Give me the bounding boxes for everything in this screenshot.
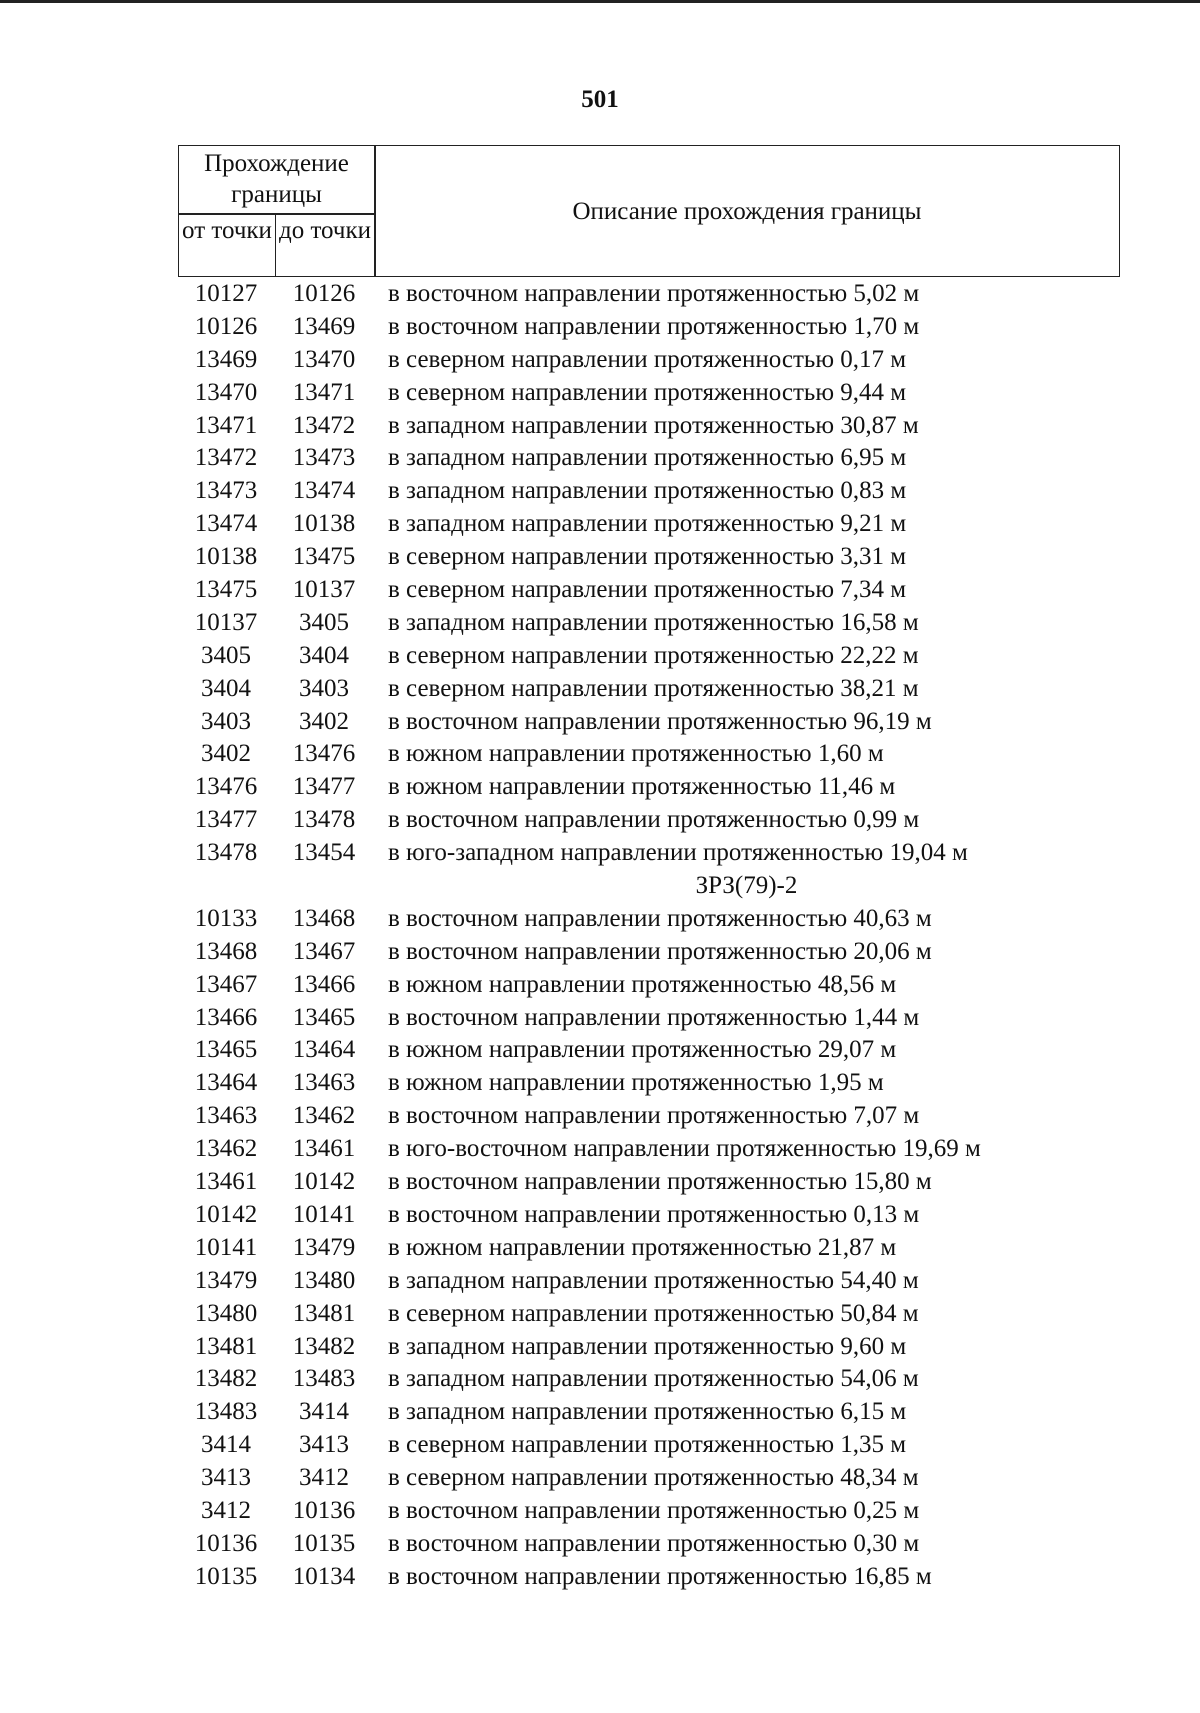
from-point-cell: 3405	[201, 641, 251, 669]
to-point-cell: 10141	[292, 1200, 356, 1228]
header-boundary-passage: Прохождение границы	[204, 150, 349, 208]
table-row	[178, 1133, 1120, 1166]
from-point-cell: 13479	[194, 1266, 258, 1294]
table-row	[178, 1298, 1120, 1331]
from-point-cell: 3402	[201, 740, 251, 768]
from-point-cell: 3404	[201, 674, 251, 702]
from-point-cell: 13483	[194, 1398, 258, 1426]
description-cell: в южном направлении протяженностью 21,87 м	[388, 1233, 897, 1261]
from-point-cell: 13469	[194, 345, 258, 373]
from-point-cell: 10138	[194, 543, 258, 571]
to-point-cell: 3405	[299, 608, 349, 636]
description-cell: в юго-восточном направлении протяженностью 19,69 м	[388, 1135, 981, 1163]
description-cell: в западном направлении протяженностью 0,83 м	[388, 477, 907, 505]
description-cell: в восточном направлении протяженностью 5,02 м	[388, 280, 920, 307]
table-row	[178, 1166, 1120, 1199]
description-cell: в южном направлении протяженностью 48,56 м	[388, 970, 897, 998]
to-point-cell: 3414	[299, 1398, 349, 1426]
from-point-cell: 10142	[194, 1200, 258, 1228]
to-point-cell: 3403	[299, 674, 349, 702]
table-row	[178, 508, 1120, 541]
from-point-cell: 13467	[194, 970, 258, 998]
page-top-edge	[0, 0, 1200, 3]
table-row	[178, 936, 1120, 969]
from-point-cell: 13475	[194, 576, 258, 604]
table-row	[178, 410, 1120, 443]
table-row	[178, 903, 1120, 936]
table-row	[178, 1396, 1120, 1429]
description-cell: в западном направлении протяженностью 9,60 м	[388, 1332, 907, 1360]
to-point-cell: 13479	[292, 1233, 356, 1261]
description-cell: в восточном направлении протяженностью 96,19 м	[388, 707, 932, 735]
table-row	[178, 607, 1120, 640]
from-point-cell: 13462	[194, 1135, 258, 1163]
table-row	[178, 1528, 1120, 1561]
from-point-cell: 13476	[194, 773, 258, 801]
description-cell: в западном направлении протяженностью 16,58 м	[388, 608, 919, 636]
to-point-cell: 3404	[299, 641, 349, 669]
from-point-cell: 13478	[194, 839, 258, 867]
description-cell: в восточном направлении протяженностью 16,85 м	[388, 1562, 932, 1590]
table-row	[178, 1265, 1120, 1298]
table-row	[178, 442, 1120, 475]
table-row	[178, 278, 1120, 311]
description-cell: в восточном направлении протяженностью 15,80 м	[388, 1168, 932, 1196]
to-point-cell: 13462	[292, 1102, 356, 1130]
from-point-cell: 10127	[194, 280, 258, 307]
table-row	[178, 344, 1120, 377]
page-number: 501	[581, 86, 619, 113]
table-row	[178, 673, 1120, 706]
description-cell: в восточном направлении протяженностью 1,70 м	[388, 312, 920, 340]
description-cell: в западном направлении протяженностью 54,40 м	[388, 1266, 919, 1294]
from-point-cell: 13477	[194, 806, 258, 834]
description-cell: в северном направлении протяженностью 0,17 м	[388, 345, 907, 373]
table-row	[178, 969, 1120, 1002]
from-point-cell: 13468	[194, 937, 258, 965]
table-row	[178, 377, 1120, 410]
table-row	[178, 640, 1120, 673]
description-cell: в западном направлении протяженностью 9,21 м	[388, 510, 907, 538]
table-row	[178, 1363, 1120, 1396]
from-point-cell: 13480	[194, 1299, 258, 1327]
description-cell: в восточном направлении протяженностью 0,99 м	[388, 806, 920, 834]
description-cell: в западном направлении протяженностью 6,95 м	[388, 444, 907, 472]
description-cell: в восточном направлении протяженностью 7,07 м	[388, 1102, 920, 1130]
table-row	[178, 574, 1120, 607]
to-point-cell: 10142	[292, 1168, 356, 1196]
to-point-cell: 13468	[292, 904, 356, 932]
to-point-cell: 3412	[299, 1464, 349, 1492]
table-row	[178, 1034, 1120, 1067]
to-point-cell: 10137	[292, 576, 356, 604]
description-cell: в северном направлении протяженностью 50,84 м	[388, 1299, 919, 1327]
to-point-cell: 3413	[299, 1431, 349, 1459]
from-point-cell: 10135	[194, 1562, 258, 1590]
description-cell: в западном направлении протяженностью 6,15 м	[388, 1398, 907, 1426]
to-point-cell: 3402	[299, 707, 349, 735]
from-point-cell: 13461	[194, 1168, 258, 1196]
description-cell: в юго-западном направлении протяженностью 19,04 м	[388, 839, 968, 867]
to-point-cell: 13480	[292, 1266, 356, 1294]
to-point-cell: 13465	[292, 1003, 356, 1031]
table-row	[178, 837, 1120, 870]
table-row	[178, 1331, 1120, 1364]
table-row	[178, 706, 1120, 739]
from-point-cell: 10126	[194, 312, 258, 340]
to-point-cell: 13481	[292, 1299, 356, 1327]
table-row	[178, 771, 1120, 804]
to-point-cell: 13483	[292, 1365, 356, 1393]
from-point-cell: 13472	[194, 444, 258, 472]
description-cell: в восточном направлении протяженностью 20,06 м	[388, 937, 932, 965]
from-point-cell: 13466	[194, 1003, 258, 1031]
table-row	[178, 541, 1120, 574]
description-cell: в западном направлении протяженностью 30,87 м	[388, 411, 919, 439]
from-point-cell: 10137	[194, 608, 258, 636]
to-point-cell: 13469	[292, 312, 356, 340]
from-point-cell: 13481	[194, 1332, 258, 1360]
to-point-cell: 13454	[292, 839, 356, 867]
to-point-cell: 13467	[292, 937, 356, 965]
to-point-cell: 13478	[292, 806, 356, 834]
table-header	[178, 145, 1120, 277]
to-point-cell: 10136	[292, 1496, 356, 1524]
description-cell: в северном направлении протяженностью 3,31 м	[388, 543, 907, 571]
description-cell: в восточном направлении протяженностью 1,44 м	[388, 1003, 920, 1031]
from-point-cell: 10133	[194, 904, 258, 932]
description-cell: в восточном направлении протяженностью 40,63 м	[388, 904, 932, 932]
description-cell: в северном направлении протяженностью 22,22 м	[388, 641, 919, 669]
table-row	[178, 1002, 1120, 1035]
to-point-cell: 10126	[292, 280, 356, 307]
table-row	[178, 1199, 1120, 1232]
from-point-cell: 3414	[201, 1431, 251, 1459]
to-point-cell: 10135	[292, 1529, 356, 1557]
to-point-cell: 10138	[292, 510, 356, 538]
description-cell: в южном направлении протяженностью 1,95 м	[388, 1069, 884, 1097]
description-cell: в северном направлении протяженностью 7,34 м	[388, 576, 907, 604]
from-point-cell: 3412	[201, 1496, 251, 1524]
header-from-point: от точки	[182, 217, 272, 244]
to-point-cell: 13471	[292, 378, 356, 406]
from-point-cell: 13470	[194, 378, 258, 406]
from-point-cell: 13482	[194, 1365, 258, 1393]
to-point-cell: 13475	[292, 543, 356, 571]
description-cell: в южном направлении протяженностью 1,60 м	[388, 740, 884, 768]
table-row	[178, 1429, 1120, 1462]
from-point-cell: 3413	[201, 1464, 251, 1492]
to-point-cell: 13477	[292, 773, 356, 801]
table-row	[178, 475, 1120, 508]
description-cell: в северном направлении протяженностью 9,44 м	[388, 378, 907, 406]
to-point-cell: 13461	[292, 1135, 356, 1163]
table-row	[178, 804, 1120, 837]
table-row	[178, 738, 1120, 771]
section-title: ЗРЗ(79)-2	[695, 872, 798, 900]
description-cell: в восточном направлении протяженностью 0,25 м	[388, 1496, 920, 1524]
to-point-cell: 13476	[292, 740, 356, 768]
description-cell: в северном направлении протяженностью 48,34 м	[388, 1464, 919, 1492]
from-point-cell: 13464	[194, 1069, 258, 1097]
table-row	[178, 1067, 1120, 1100]
description-cell: в западном направлении протяженностью 54,06 м	[388, 1365, 919, 1393]
from-point-cell: 3403	[201, 707, 251, 735]
from-point-cell: 13463	[194, 1102, 258, 1130]
description-cell: в восточном направлении протяженностью 0,13 м	[388, 1200, 920, 1228]
to-point-cell: 13464	[292, 1036, 356, 1064]
from-point-cell: 10136	[194, 1529, 258, 1557]
description-cell: в южном направлении протяженностью 29,07 м	[388, 1036, 897, 1064]
to-point-cell: 13466	[292, 970, 356, 998]
table-row	[178, 1462, 1120, 1495]
table-row	[178, 311, 1120, 344]
header-to-point: до точки	[278, 217, 372, 244]
to-point-cell: 13472	[292, 411, 356, 439]
description-cell: в северном направлении протяженностью 1,35 м	[388, 1431, 907, 1459]
from-point-cell: 10141	[194, 1233, 258, 1261]
to-point-cell: 10134	[292, 1562, 356, 1590]
to-point-cell: 13463	[292, 1069, 356, 1097]
to-point-cell: 13473	[292, 444, 356, 472]
boundary-table-body	[178, 278, 1120, 1594]
to-point-cell: 13474	[292, 477, 356, 505]
table-row	[178, 1495, 1120, 1528]
to-point-cell: 13482	[292, 1332, 356, 1360]
description-cell: в южном направлении протяженностью 11,46 м	[388, 773, 896, 801]
from-point-cell: 13465	[194, 1036, 258, 1064]
from-point-cell: 13471	[194, 411, 258, 439]
table-row	[178, 1561, 1120, 1594]
table-row	[178, 1232, 1120, 1265]
description-cell: в восточном направлении протяженностью 0,30 м	[388, 1529, 920, 1557]
description-cell: в северном направлении протяженностью 38,21 м	[388, 674, 919, 702]
header-description: Описание прохождения границы	[572, 198, 922, 225]
from-point-cell: 13474	[194, 510, 258, 538]
table-row	[178, 1100, 1120, 1133]
to-point-cell: 13470	[292, 345, 356, 373]
from-point-cell: 13473	[194, 477, 258, 505]
